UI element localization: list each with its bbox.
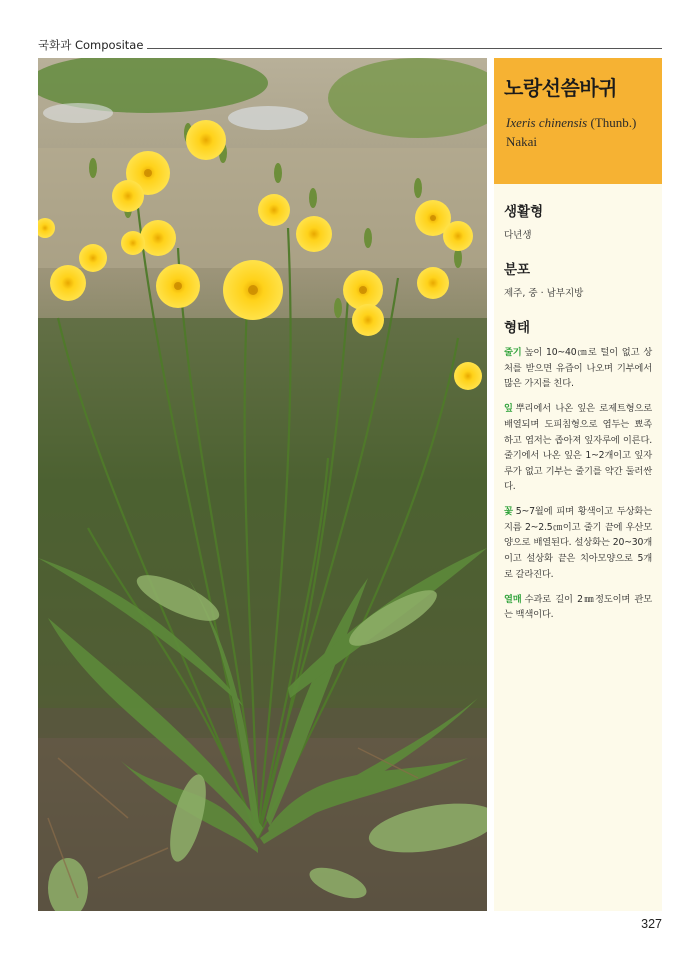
morphology-stem [504, 345, 652, 392]
morphology-leaf [504, 401, 652, 495]
distribution-body: 제주, 중 · 남부지방 [504, 288, 584, 299]
life-form-body: 다년생 [504, 230, 532, 241]
page-header [38, 36, 662, 52]
life-form-title: 생활형 [504, 204, 544, 220]
info-box [494, 184, 662, 911]
scientific-author-1: (Thunb.) [590, 115, 637, 130]
leaf-text: 뿌리에서 나온 잎은 로제트형으로 배열되며 도피침형으로 엽두는 뾰족하고 엽저는 좁아져 잎자루에 이른다. 줄기에서 나온 잎은 1~2개이고 잎자루가 없고 기부는 줄기를 약간 둘러싼다. [504, 403, 652, 493]
scientific-name [504, 113, 652, 151]
stem-text: 높이 10~40㎝로 털이 없고 상처를 받으면 유즙이 나오며 기부에서 많은 가지를 친다. [504, 347, 652, 390]
title-box [494, 58, 662, 184]
distribution-title: 분포 [504, 262, 531, 278]
fruit-tag: 열매 [504, 593, 522, 605]
flower-text: 5~7월에 피며 황색이고 두상화는 지름 2~2.5㎝이고 줄기 끝에 우산모양으로 배열된다. 설상화는 20~30개이고 설상화 끝은 치아모양으로 5개로 갈라진다. [504, 506, 652, 580]
family-label: 국화과 Compositae [38, 38, 144, 52]
flower-tag: 꽃 [504, 506, 513, 518]
header-rule [147, 48, 662, 49]
morphology-fruit [504, 592, 652, 623]
page-number: 327 [641, 917, 662, 931]
morphology-title: 형태 [504, 320, 531, 336]
fruit-text: 수과로 길이 2㎜정도이며 관모는 백색이다. [504, 593, 652, 621]
korean-name: 노랑선씀바귀 [504, 76, 617, 100]
leaf-tag: 잎 [504, 403, 513, 415]
plant-photo [38, 58, 487, 911]
morphology-flower [504, 504, 652, 582]
scientific-author-2: Nakai [506, 134, 538, 149]
scientific-binomial: Ixeris chinensis [506, 115, 588, 130]
stem-tag: 줄기 [504, 347, 522, 359]
